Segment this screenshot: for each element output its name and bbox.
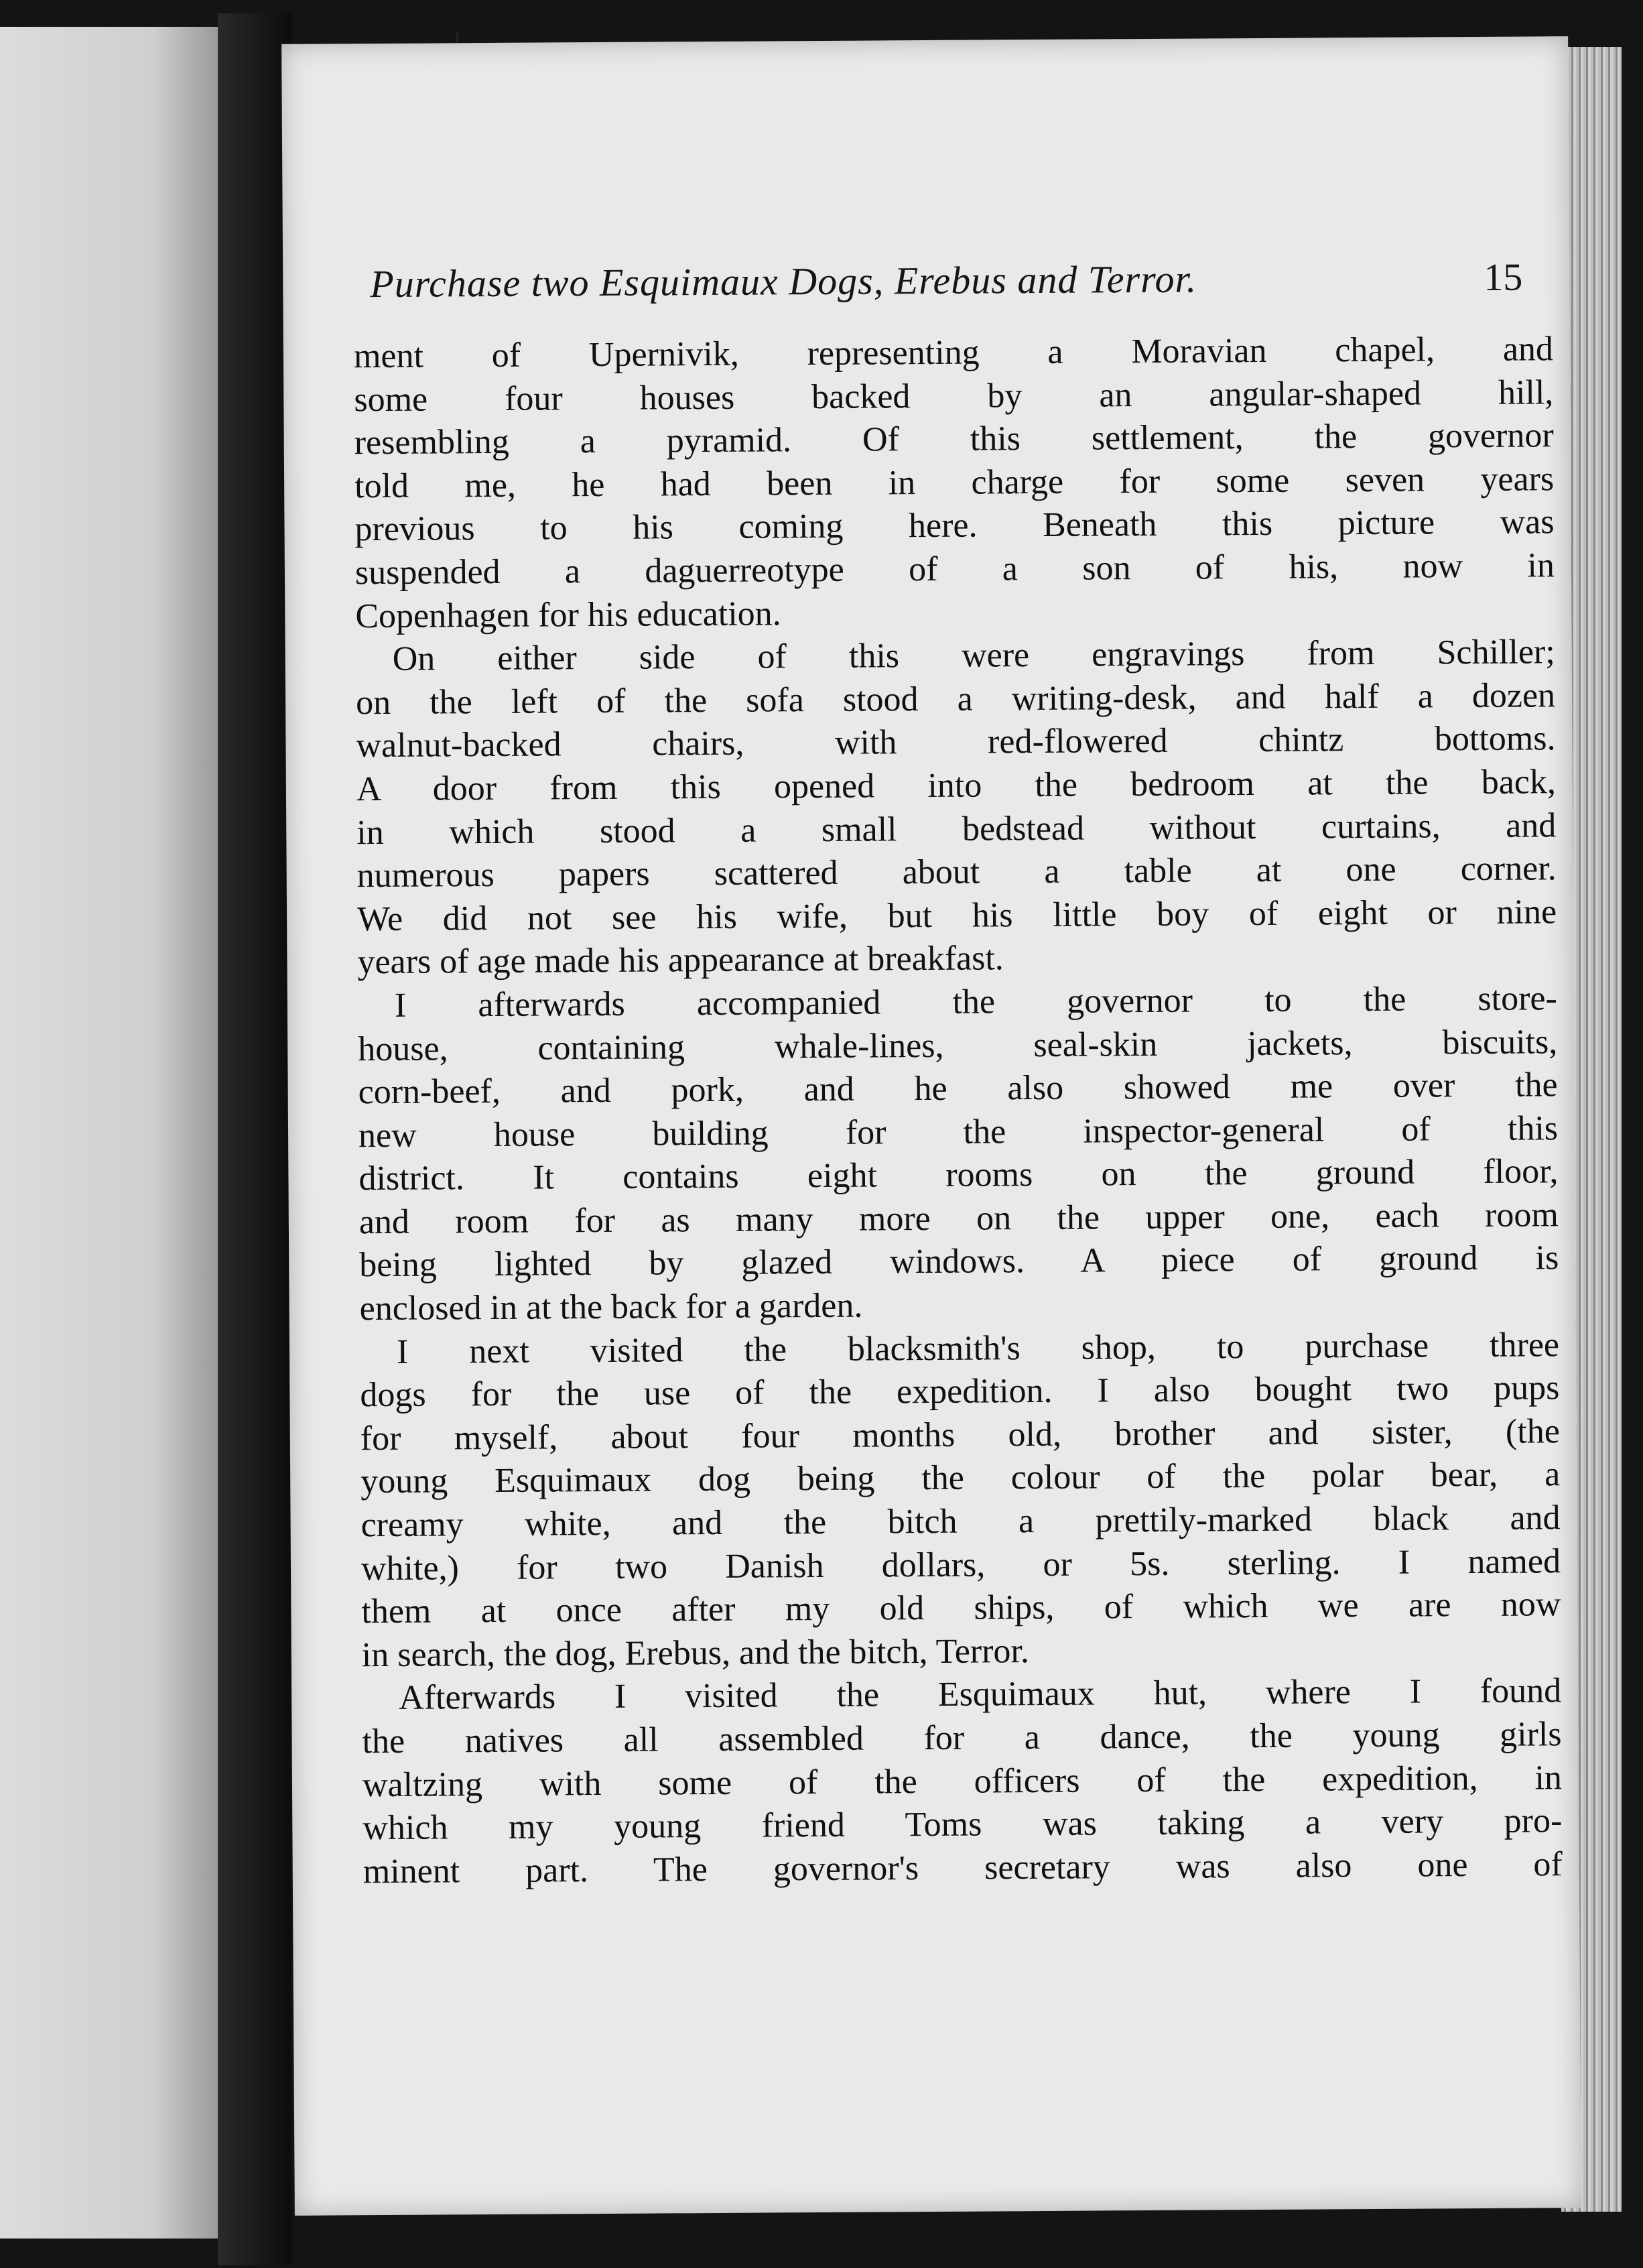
text-line: creamy white, and the bitch a prettily-marked black and xyxy=(360,1499,1561,1545)
text-line: I afterwards accompanied the governor to the store- xyxy=(394,979,1558,1025)
text-line: for myself, about four months old, brother and sister, (the xyxy=(360,1412,1560,1458)
text-line: white,) for two Danish dollars, or 5s. sterling. I named xyxy=(360,1541,1561,1588)
text-line: Afterwards I visited the Esquimaux hut, where I found xyxy=(399,1672,1562,1718)
text-line: dogs for the use of the expedition. I also bought two pups xyxy=(360,1369,1560,1415)
text-line: suspended a daguerreotype of a son of his, now in xyxy=(354,546,1555,592)
text-line: walnut-backed chairs, with red-flowered chintz bottoms. xyxy=(356,719,1556,765)
text-line: new house building for the inspector-general of this xyxy=(358,1109,1559,1155)
text-line: them at once after my old ships, of which we are now xyxy=(361,1585,1561,1631)
text-line: We did not see his wife, but his little boy of eight or nine xyxy=(356,893,1557,938)
facing-page xyxy=(0,27,218,2239)
text-line: on the left of the sofa stood a writing-desk, and half a dozen xyxy=(355,676,1556,722)
text-line: waltzing with some of the officers of the expedition, in xyxy=(362,1758,1563,1804)
book-page xyxy=(281,36,1581,2216)
text-line: numerous papers scattered about a table at one corner. xyxy=(356,849,1557,895)
text-line: years of age made his appearance at breakfast. xyxy=(357,939,1004,982)
page-number: 15 xyxy=(1484,255,1523,299)
running-head xyxy=(363,255,1530,322)
text-line: resembling a pyramid. Of this settlement, the governor xyxy=(354,416,1554,462)
text-line: Copenhagen for his education. xyxy=(355,594,781,635)
text-line: ment of Upernivik, representing a Moravian chapel, and xyxy=(353,330,1554,376)
text-line: in search, the dog, Erebus, and the bitch, Terror. xyxy=(361,1631,1030,1675)
text-line: young Esquimaux dog being the colour of the polar bear, a xyxy=(360,1455,1561,1501)
text-line: the natives all assembled for a dance, the young girls xyxy=(362,1715,1562,1761)
text-line: previous to his coming here. Beneath this picture was xyxy=(354,503,1555,549)
text-line: district. It contains eight rooms on the ground floor, xyxy=(358,1152,1559,1198)
body-text xyxy=(354,328,1563,1893)
text-line: minent part. The governor's secretary was also one of xyxy=(363,1845,1563,1891)
book-gutter xyxy=(218,13,291,2265)
text-line: told me, he had been in charge for some seven years xyxy=(354,460,1555,506)
running-title: Purchase two Esquimaux Dogs, Erebus and Terror. xyxy=(370,257,1197,306)
text-line: A door from this opened into the bedroom at the back, xyxy=(356,763,1557,809)
text-line: On either side of this were engravings from Schiller; xyxy=(392,633,1555,679)
text-line: which my young friend Toms was taking a very pro- xyxy=(363,1802,1563,1848)
text-line: house, containing whale-lines, seal-skin jackets, biscuits, xyxy=(358,1022,1558,1068)
text-line: I next visited the blacksmith's shop, to purchase three xyxy=(396,1325,1560,1371)
text-line: being lighted by glazed windows. A piece of ground is xyxy=(359,1239,1559,1285)
text-line: corn-beef, and pork, and he also showed me over the xyxy=(358,1066,1558,1112)
text-line: and room for as many more on the upper one, each room xyxy=(358,1196,1559,1242)
text-line: some four houses backed by an angular-shaped hill, xyxy=(354,373,1554,419)
text-line: in which stood a small bedstead without curtains, and xyxy=(356,806,1557,852)
text-line: enclosed in at the back for a garden. xyxy=(359,1286,863,1328)
